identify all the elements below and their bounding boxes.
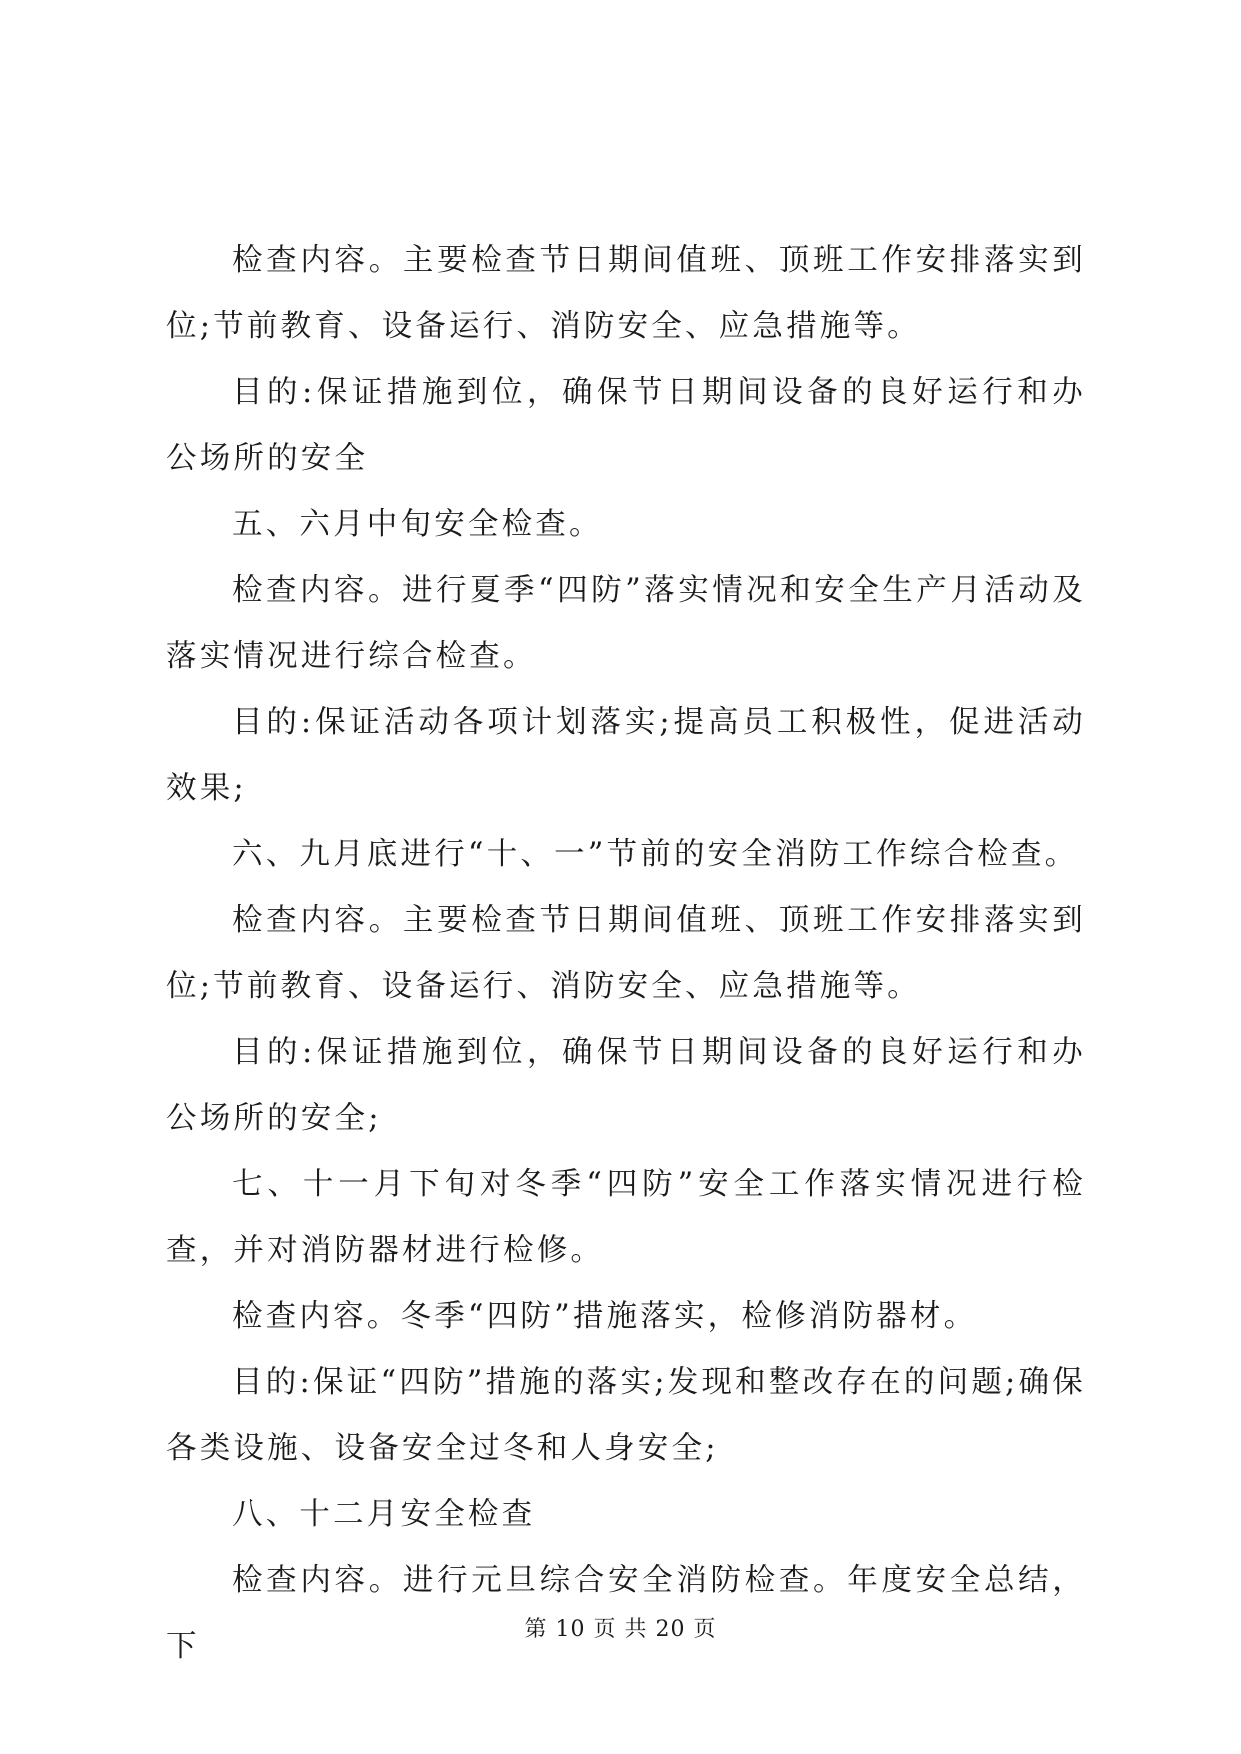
section-heading: 五、六月中旬安全检查。 bbox=[232, 507, 603, 542]
paragraph: 检查内容。冬季“四防”措施落实，检修消防器材。 bbox=[232, 1299, 978, 1334]
paragraph: 目的:保证活动各项计划落实;提高员工积极性，促进活动效果; bbox=[166, 705, 1086, 806]
section-heading: 七、十一月下旬对冬季“四防”安全工作落实情况进行检查，并对消防器材进行检修。 bbox=[166, 1167, 1086, 1268]
paragraph: 目的:保证“四防”措施的落实;发现和整改存在的问题;确保各类设施、设备安全过冬和人身安全; bbox=[166, 1365, 1086, 1466]
document-body bbox=[166, 228, 1086, 1680]
section-heading: 六、九月底进行“十、一”节前的安全消防工作综合检查。 bbox=[232, 837, 1079, 872]
paragraph: 检查内容。进行元旦综合安全消防检查。年度安全总结，下 bbox=[166, 1563, 1086, 1664]
paragraph: 目的:保证措施到位，确保节日期间设备的良好运行和办公场所的安全; bbox=[166, 1035, 1086, 1136]
page-number-label: 第 10 页 共 20 页 bbox=[524, 1617, 717, 1642]
paragraph: 检查内容。主要检查节日期间值班、顶班工作安排落实到位;节前教育、设备运行、消防安全、应急措施等。 bbox=[166, 903, 1086, 1004]
paragraph: 检查内容。主要检查节日期间值班、顶班工作安排落实到位;节前教育、设备运行、消防安全、应急措施等。 bbox=[166, 243, 1086, 344]
page-footer bbox=[0, 1612, 1241, 1643]
paragraph: 目的:保证措施到位，确保节日期间设备的良好运行和办公场所的安全 bbox=[166, 375, 1086, 476]
paragraph: 检查内容。进行夏季“四防”落实情况和安全生产月活动及落实情况进行综合检查。 bbox=[166, 573, 1086, 674]
section-heading: 八、十二月安全检查 bbox=[232, 1497, 536, 1532]
